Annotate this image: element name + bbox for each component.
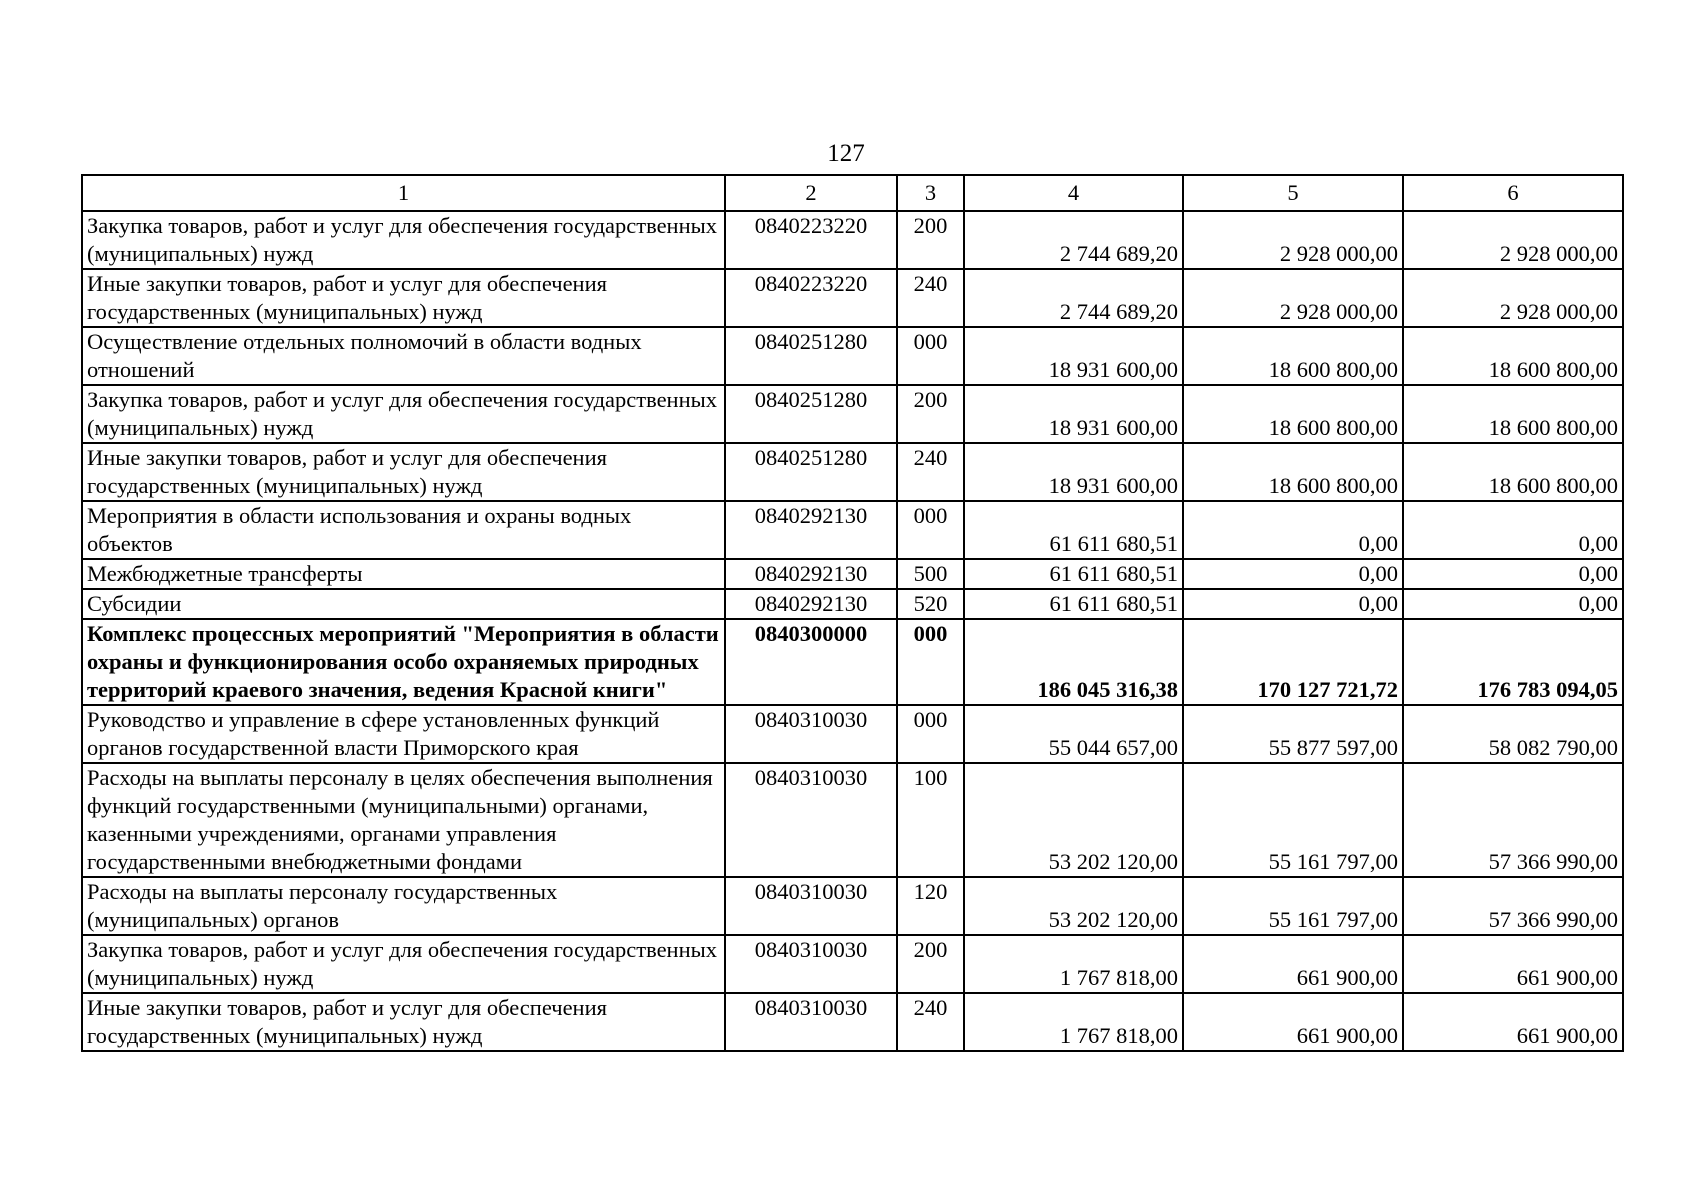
table-row-11 bbox=[82, 763, 1623, 877]
table-row-7 bbox=[82, 559, 1623, 589]
row-value-col6-cell: 57 366 990,00 bbox=[1403, 877, 1623, 935]
row-value-col4-cell: 18 931 600,00 bbox=[964, 385, 1183, 443]
row-value-col4-cell: 55 044 657,00 bbox=[964, 705, 1183, 763]
column-header-3: 3 bbox=[897, 175, 964, 211]
table-row-9 bbox=[82, 619, 1623, 705]
row-type-cell: 200 bbox=[897, 935, 964, 993]
row-value-col4-cell: 2 744 689,20 bbox=[964, 269, 1183, 327]
row-type-cell: 000 bbox=[897, 327, 964, 385]
row-value-col5-cell: 661 900,00 bbox=[1183, 993, 1403, 1051]
table-row-4 bbox=[82, 385, 1623, 443]
row-value-col6-cell: 18 600 800,00 bbox=[1403, 443, 1623, 501]
row-value-col4-cell: 1 767 818,00 bbox=[964, 935, 1183, 993]
row-name-cell: Руководство и управление в сфере установленных функций органов государственной власти Приморского края bbox=[82, 705, 725, 763]
row-name-cell: Иные закупки товаров, работ и услуг для обеспечения государственных (муниципальных) нужд bbox=[82, 269, 725, 327]
row-type-cell: 000 bbox=[897, 501, 964, 559]
row-value-col6-cell: 0,00 bbox=[1403, 501, 1623, 559]
row-type-cell: 120 bbox=[897, 877, 964, 935]
row-value-col5-cell: 55 877 597,00 bbox=[1183, 705, 1403, 763]
row-code-cell: 0840310030 bbox=[725, 993, 897, 1051]
table-row-2 bbox=[82, 269, 1623, 327]
column-header-6: 6 bbox=[1403, 175, 1623, 211]
row-code-cell: 0840310030 bbox=[725, 877, 897, 935]
row-name-cell: Комплекс процессных мероприятий "Мероприятия в области охраны и функционирования особо охраняемых природных территорий краевого значения, ведения Красной книги" bbox=[82, 619, 725, 705]
row-name-cell: Закупка товаров, работ и услуг для обеспечения государственных (муниципальных) нужд bbox=[82, 935, 725, 993]
row-code-cell: 0840310030 bbox=[725, 705, 897, 763]
budget-table bbox=[81, 174, 1624, 1052]
row-type-cell: 240 bbox=[897, 993, 964, 1051]
row-type-cell: 100 bbox=[897, 763, 964, 877]
row-type-cell: 520 bbox=[897, 589, 964, 619]
row-type-cell: 000 bbox=[897, 705, 964, 763]
row-value-col4-cell: 53 202 120,00 bbox=[964, 877, 1183, 935]
row-name-cell: Иные закупки товаров, работ и услуг для обеспечения государственных (муниципальных) нужд bbox=[82, 993, 725, 1051]
table-row-3 bbox=[82, 327, 1623, 385]
table-row-10 bbox=[82, 705, 1623, 763]
row-name-cell: Межбюджетные трансферты bbox=[82, 559, 725, 589]
table-row-1 bbox=[82, 211, 1623, 269]
row-code-cell: 0840292130 bbox=[725, 501, 897, 559]
row-value-col6-cell: 176 783 094,05 bbox=[1403, 619, 1623, 705]
row-name-cell: Иные закупки товаров, работ и услуг для обеспечения государственных (муниципальных) нужд bbox=[82, 443, 725, 501]
row-code-cell: 0840223220 bbox=[725, 269, 897, 327]
row-value-col6-cell: 18 600 800,00 bbox=[1403, 385, 1623, 443]
row-value-col5-cell: 18 600 800,00 bbox=[1183, 385, 1403, 443]
table-row-5 bbox=[82, 443, 1623, 501]
row-name-cell: Осуществление отдельных полномочий в области водных отношений bbox=[82, 327, 725, 385]
row-value-col5-cell: 0,00 bbox=[1183, 559, 1403, 589]
table-row-6 bbox=[82, 501, 1623, 559]
row-code-cell: 0840251280 bbox=[725, 385, 897, 443]
row-value-col5-cell: 0,00 bbox=[1183, 589, 1403, 619]
row-value-col4-cell: 186 045 316,38 bbox=[964, 619, 1183, 705]
row-value-col6-cell: 2 928 000,00 bbox=[1403, 269, 1623, 327]
row-type-cell: 240 bbox=[897, 269, 964, 327]
row-name-cell: Расходы на выплаты персоналу в целях обеспечения выполнения функций государственными (муниципальными) органами, казенными учреждениями, органами управления государственными внебюджетными фондами bbox=[82, 763, 725, 877]
table-row-13 bbox=[82, 935, 1623, 993]
row-code-cell: 0840292130 bbox=[725, 559, 897, 589]
table-row-12 bbox=[82, 877, 1623, 935]
page-number: 127 bbox=[827, 140, 865, 167]
row-value-col6-cell: 0,00 bbox=[1403, 559, 1623, 589]
row-value-col6-cell: 0,00 bbox=[1403, 589, 1623, 619]
row-type-cell: 500 bbox=[897, 559, 964, 589]
row-value-col6-cell: 661 900,00 bbox=[1403, 935, 1623, 993]
row-type-cell: 200 bbox=[897, 211, 964, 269]
row-value-col5-cell: 55 161 797,00 bbox=[1183, 877, 1403, 935]
row-code-cell: 0840251280 bbox=[725, 327, 897, 385]
row-value-col6-cell: 58 082 790,00 bbox=[1403, 705, 1623, 763]
row-code-cell: 0840300000 bbox=[725, 619, 897, 705]
row-value-col5-cell: 55 161 797,00 bbox=[1183, 763, 1403, 877]
row-value-col4-cell: 61 611 680,51 bbox=[964, 501, 1183, 559]
table-header bbox=[82, 175, 1623, 211]
column-header-5: 5 bbox=[1183, 175, 1403, 211]
column-header-2: 2 bbox=[725, 175, 897, 211]
row-code-cell: 0840251280 bbox=[725, 443, 897, 501]
row-name-cell: Расходы на выплаты персоналу государственных (муниципальных) органов bbox=[82, 877, 725, 935]
header-row bbox=[82, 175, 1623, 211]
row-name-cell: Мероприятия в области использования и охраны водных объектов bbox=[82, 501, 725, 559]
row-code-cell: 0840223220 bbox=[725, 211, 897, 269]
row-value-col5-cell: 18 600 800,00 bbox=[1183, 443, 1403, 501]
row-value-col4-cell: 18 931 600,00 bbox=[964, 327, 1183, 385]
row-value-col5-cell: 2 928 000,00 bbox=[1183, 211, 1403, 269]
row-code-cell: 0840310030 bbox=[725, 935, 897, 993]
row-code-cell: 0840310030 bbox=[725, 763, 897, 877]
row-value-col5-cell: 170 127 721,72 bbox=[1183, 619, 1403, 705]
row-value-col4-cell: 61 611 680,51 bbox=[964, 589, 1183, 619]
row-name-cell: Закупка товаров, работ и услуг для обеспечения государственных (муниципальных) нужд bbox=[82, 385, 725, 443]
table-row-8 bbox=[82, 589, 1623, 619]
table-body bbox=[82, 211, 1623, 1051]
row-name-cell: Закупка товаров, работ и услуг для обеспечения государственных (муниципальных) нужд bbox=[82, 211, 725, 269]
row-value-col4-cell: 1 767 818,00 bbox=[964, 993, 1183, 1051]
table-row-14 bbox=[82, 993, 1623, 1051]
row-value-col4-cell: 2 744 689,20 bbox=[964, 211, 1183, 269]
row-value-col4-cell: 53 202 120,00 bbox=[964, 763, 1183, 877]
row-code-cell: 0840292130 bbox=[725, 589, 897, 619]
row-value-col5-cell: 2 928 000,00 bbox=[1183, 269, 1403, 327]
row-value-col6-cell: 2 928 000,00 bbox=[1403, 211, 1623, 269]
row-value-col5-cell: 0,00 bbox=[1183, 501, 1403, 559]
row-name-cell: Субсидии bbox=[82, 589, 725, 619]
row-value-col6-cell: 57 366 990,00 bbox=[1403, 763, 1623, 877]
column-header-1: 1 bbox=[82, 175, 725, 211]
row-value-col6-cell: 661 900,00 bbox=[1403, 993, 1623, 1051]
column-header-4: 4 bbox=[964, 175, 1183, 211]
row-value-col5-cell: 661 900,00 bbox=[1183, 935, 1403, 993]
row-value-col4-cell: 18 931 600,00 bbox=[964, 443, 1183, 501]
row-type-cell: 000 bbox=[897, 619, 964, 705]
row-value-col6-cell: 18 600 800,00 bbox=[1403, 327, 1623, 385]
row-type-cell: 240 bbox=[897, 443, 964, 501]
row-type-cell: 200 bbox=[897, 385, 964, 443]
row-value-col5-cell: 18 600 800,00 bbox=[1183, 327, 1403, 385]
row-value-col4-cell: 61 611 680,51 bbox=[964, 559, 1183, 589]
